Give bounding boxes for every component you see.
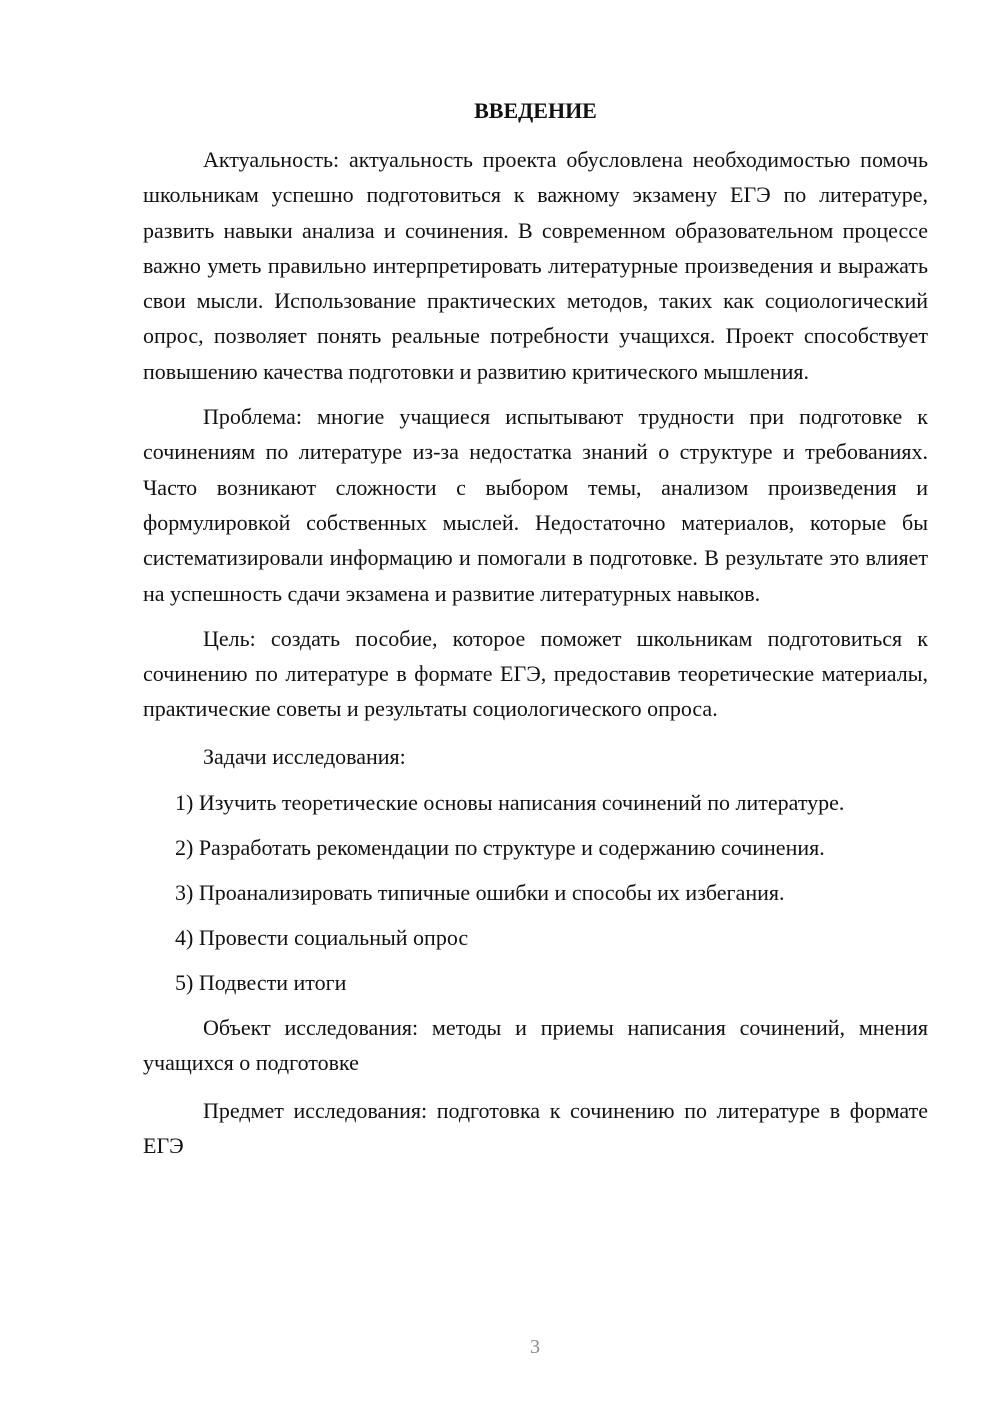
page-title: ВВЕДЕНИЕ bbox=[474, 98, 597, 123]
task-item-1: 1) Изучить теоретические основы написания сочинений по литературе. bbox=[175, 790, 845, 816]
page-number: 3 bbox=[530, 1336, 540, 1358]
goal-paragraph: Цель: создать пособие, которое поможет школьникам подготовиться к сочинению по литературе в формате ЕГЭ, предоставив теоретические материалы, практические советы и результаты социологического опроса. bbox=[143, 625, 928, 722]
object-paragraph: Объект исследования: методы и приемы написания сочинений, мнения учащихся о подготовке bbox=[143, 1015, 928, 1076]
subject-paragraph: Предмет исследования: подготовка к сочинению по литературе в формате ЕГЭ bbox=[143, 1097, 928, 1158]
problem-paragraph: Проблема: многие учащиеся испытывают трудности при подготовке к сочинениям по литературе из-за недостатка знаний о структуре и требованиях. Часто возникают сложности с выбором темы, анализом произведения и формулировкой собственных мыслей. Недостаточно материалов, которые бы систематизировали информацию и помогали в подготовке. В результате это влияет на успешность сдачи экзамена и развитие литературных навыков. bbox=[143, 404, 928, 606]
page-content bbox=[143, 93, 928, 1163]
tasks-heading: Задачи исследования: bbox=[203, 743, 406, 769]
task-item-5: 5) Подвести итоги bbox=[175, 970, 347, 996]
task-item-3: 3) Проанализировать типичные ошибки и способы их избегания. bbox=[175, 880, 785, 906]
task-item-4: 4) Провести социальный опрос bbox=[175, 925, 469, 951]
task-item-2: 2) Разработать рекомендации по структуре и содержанию сочинения. bbox=[175, 835, 825, 861]
relevance-paragraph: Актуальность: актуальность проекта обусловлена необходимостью помочь школьникам успешно подготовиться к важному экзамену ЕГЭ по литературе, развить навыки анализа и сочинения. В современном образовательном процессе важно уметь правильно интерпретировать литературные произведения и выражать свои мысли. Использование практических методов, таких как социологический опрос, позволяет понять реальные потребности учащихся. Проект способствует повышению качества подготовки и развитию критического мышления. bbox=[143, 147, 928, 384]
